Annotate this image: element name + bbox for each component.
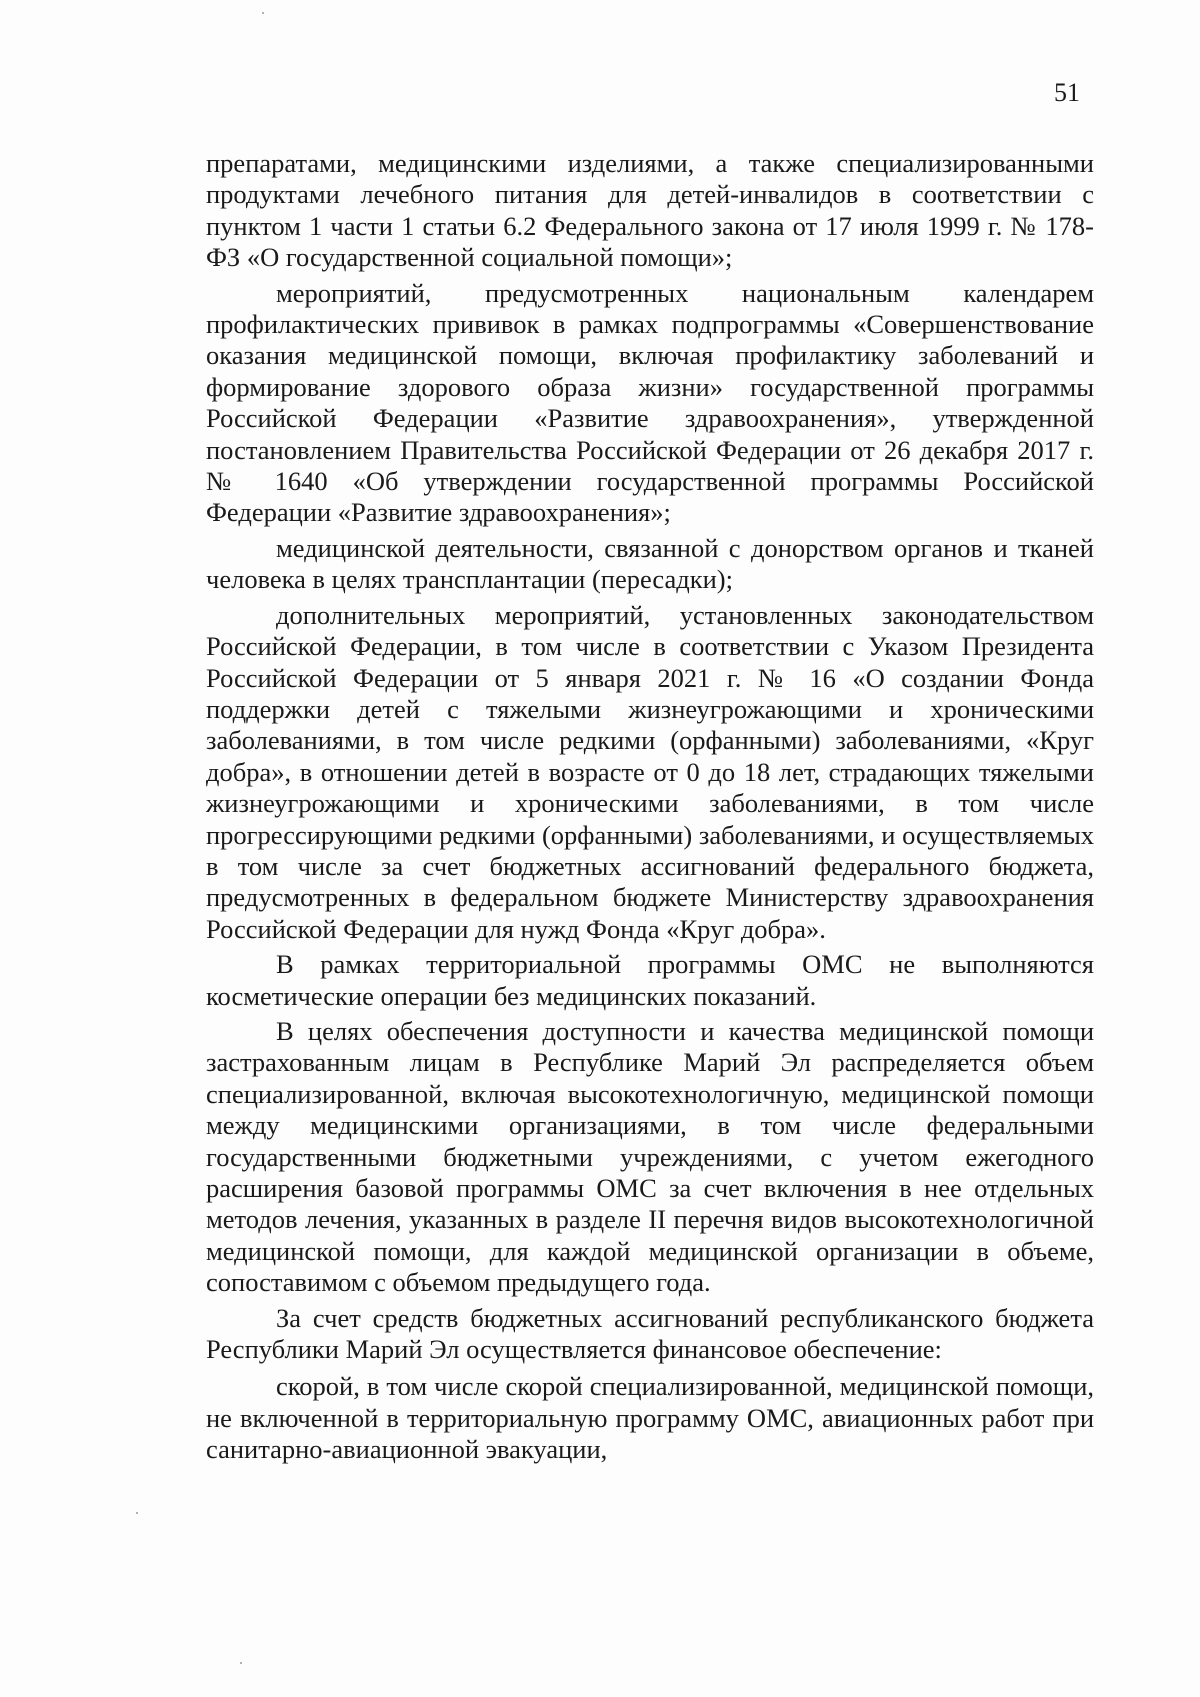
paragraph-additional-measures: дополнительных мероприятий, установленных законодательством Российской Федерации, в том числе в соответствии с Указом Президента Российской Федерации от 5 января 2021 г. № 16 «О создании Фонда поддержки детей с тяжелыми жизнеугрожающими и хроническими заболеваниями, в том числе редкими (орфанными) заболеваниями, «Круг добра», в отношении детей в возрасте от 0 до 18 лет, страдающих тяжелыми жизнеугрожающими и хроническими заболеваниями, в том числе прогрессирующими редкими (орфанными) заболеваниями, и осуществляемых в том числе за счет бюджетных ассигнований федерального бюджета, предусмотренных в федеральном бюджете Министерству здравоохранения Российской Федерации для нужд Фонда «Круг добра». bbox=[206, 599, 1094, 944]
paragraph-medications-continuation: препаратами, медицинскими изделиями, а также специализированными продуктами лечебного питания для детей-инвалидов в соответствии с пунктом 1 части 1 статьи 6.2 Федерального закона от 17 июля 1999 г. № 178-ФЗ «О государственной социальной помощи»; bbox=[206, 148, 1094, 273]
paragraph-emergency-care: скорой, в том числе скорой специализированной, медицинской помощи, не включенной в территориальную программу ОМС, авиационных работ при санитарно-авиационной эвакуации, bbox=[206, 1371, 1094, 1465]
paragraph-organ-donation: медицинской деятельности, связанной с донорством органов и тканей человека в целях трансплантации (пересадки); bbox=[206, 532, 1094, 595]
paragraph-cosmetic-operations: В рамках территориальной программы ОМС не выполняются косметические операции без медицинских показаний. bbox=[206, 949, 1094, 1011]
document-body bbox=[206, 148, 1094, 1466]
scan-speck bbox=[240, 1662, 242, 1664]
paragraph-care-distribution: В целях обеспечения доступности и качества медицинской помощи застрахованным лицам в Республике Марий Эл распределяется объем специализированной, включая высокотехнологичную, медицинской помощи между медицинскими организациями, в том числе федеральными государственными бюджетными учреждениями, с учетом ежегодного расширения базовой программы ОМС за счет включения в нее отдельных методов лечения, указанных в разделе II перечня видов высокотехнологичной медицинской помощи, для каждой медицинской организации в объеме, сопоставимом с объемом предыдущего года. bbox=[206, 1015, 1094, 1298]
paragraph-republic-budget: За счет средств бюджетных ассигнований республиканского бюджета Республики Марий Эл осуществляется финансовое обеспечение: bbox=[206, 1302, 1094, 1365]
page-number: 51 bbox=[1054, 78, 1080, 107]
paragraph-vaccination-calendar: мероприятий, предусмотренных национальным календарем профилактических прививок в рамках подпрограммы «Совершенствование оказания медицинской помощи, включая профилактику заболеваний и формирование здорового образа жизни» государственной программы Российской Федерации «Развитие здравоохранения», утвержденной постановлением Правительства Российской Федерации от 26 декабря 2017 г. № 1640 «Об утверждении государственной программы Российской Федерации «Развитие здравоохранения»; bbox=[206, 277, 1094, 528]
scan-speck bbox=[136, 1512, 138, 1514]
scan-speck bbox=[262, 12, 264, 14]
